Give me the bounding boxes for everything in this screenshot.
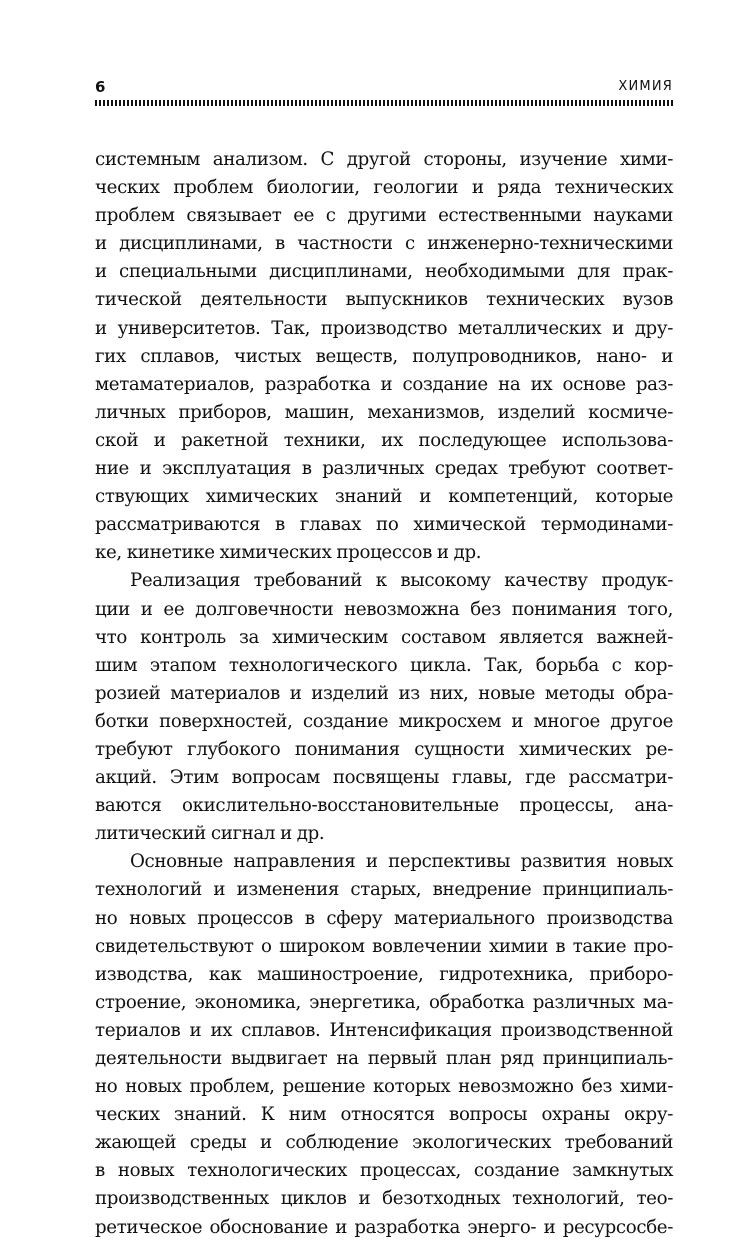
text-line: ской и ракетной техники, их последующее использова- (95, 429, 673, 451)
text-line: но новых проблем, решение которых невозможно без хими- (95, 1076, 673, 1098)
text-line: технологий и изменения старых, внедрение принципиаль- (95, 879, 673, 901)
text-line: в новых технологических процессах, создание замкнутых (95, 1160, 673, 1182)
text-line: литический сигнал и др. (95, 823, 325, 845)
text-line: розией материалов и изделий из них, новые методы обра- (95, 682, 673, 704)
text-line: ческих знаний. К ним относятся вопросы охраны окру- (95, 1104, 673, 1126)
text-line: требуют глубокого понимания сущности химических ре- (95, 738, 673, 760)
text-line: жающей среды и соблюдение экологических требований (95, 1132, 673, 1154)
text-line: но новых процессов в сферу материального производства (95, 907, 673, 929)
text-line: ке, кинетике химических процессов и др. (95, 542, 482, 564)
text-line: и университетов. Так, производство металлических и дру- (95, 317, 673, 339)
text-line: ции и ее долговечности невозможна без понимания того, (95, 598, 673, 620)
text-line: ретическое обоснование и разработка энерго- и ресурсосбе- (95, 1216, 673, 1238)
text-line: ствующих химических знаний и компетенций, которые (95, 486, 673, 508)
paragraph (95, 146, 673, 567)
text-line: Основные направления и перспективы развития новых (130, 851, 673, 873)
page-number: 6 (95, 78, 106, 96)
text-line: акций. Этим вопросам посвящены главы, где рассматри- (95, 767, 673, 789)
text-line: ваются окислительно-восстановительные процессы, ана- (95, 795, 673, 817)
text-line: свидетельствуют о широком вовлечении химии в такие про- (95, 935, 673, 957)
text-line: териалов и их сплавов. Интенсификация производственной (95, 1019, 673, 1041)
text-line: рассматриваются в главах по химической термодинами- (95, 514, 673, 536)
text-line: ботки поверхностей, создание микросхем и многое другое (95, 710, 673, 732)
text-line: деятельности выдвигает на первый план ряд принципиаль- (95, 1048, 673, 1069)
text-line: производственных циклов и безотходных технологий, тео- (95, 1188, 673, 1210)
text-line: ческих проблем биологии, геологии и ряда технических (95, 177, 673, 199)
text-line: строение, экономика, энергетика, обработка различных ма- (95, 991, 673, 1013)
text-line: ние и эксплуатация в различных средах требуют соответ- (95, 458, 673, 480)
text-line: Реализация требований к высокому качеству продук- (130, 570, 673, 592)
page-header (95, 76, 673, 98)
text-line: системным анализом. С другой стороны, изучение хими- (95, 149, 673, 170)
text-line: и специальными дисциплинами, необходимыми для прак- (95, 261, 673, 283)
running-title: ХИМИЯ (618, 79, 673, 94)
text-line: и дисциплинами, в частности с инженерно-техническими (95, 233, 673, 255)
paragraph (95, 848, 673, 1241)
text-line: гих сплавов, чистых веществ, полупроводников, нано- и (95, 345, 673, 367)
header-divider (95, 100, 673, 106)
text-line: проблем связывает ее с другими естественными науками (95, 205, 673, 227)
text-line: личных приборов, машин, механизмов, изделий космиче- (95, 401, 673, 423)
body-text (95, 146, 673, 1242)
text-line: что контроль за химическим составом является важней- (95, 626, 673, 648)
text-line: метаматериалов, разработка и создание на их основе раз- (95, 373, 673, 395)
text-line: тической деятельности выпускников технических вузов (95, 289, 673, 311)
text-line: изводства, как машиностроение, гидротехника, приборо- (95, 963, 673, 985)
text-line: шим этапом технологического цикла. Так, борьба с кор- (95, 654, 673, 676)
paragraph (95, 567, 673, 848)
